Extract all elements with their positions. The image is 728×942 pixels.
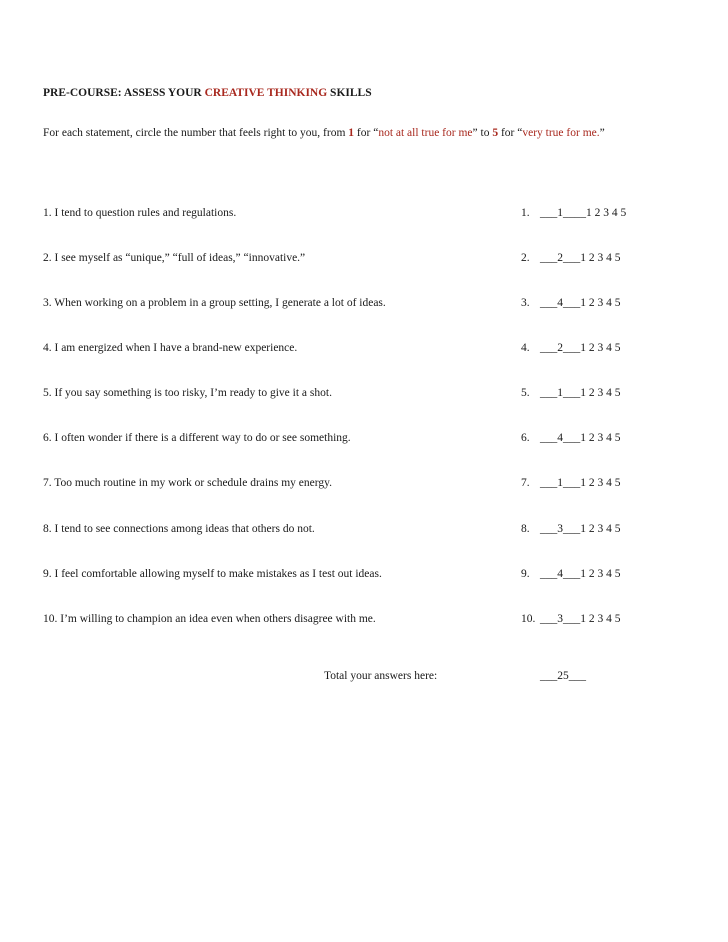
question-item-5	[43, 387, 683, 403]
question-number: 4.	[521, 342, 530, 354]
question-item-7	[43, 477, 683, 493]
question-number: 9.	[521, 568, 530, 580]
instructions-text-1: For each statement, circle the number that feels right to you, from	[43, 127, 349, 139]
total-answer-field[interactable]: ___25___	[540, 670, 586, 682]
question-item-10	[43, 613, 683, 629]
answer-field[interactable]: ___4___1 2 3 4 5	[540, 297, 621, 309]
instructions-low-number: 1	[348, 127, 355, 139]
answer-field[interactable]: ___3___1 2 3 4 5	[540, 613, 621, 625]
question-number: 5.	[521, 387, 530, 399]
question-statement: 10. I’m willing to champion an idea even when others disagree with me.	[43, 613, 376, 625]
answer-field[interactable]: ___4___1 2 3 4 5	[540, 568, 621, 580]
question-statement: 5. If you say something is too risky, I’m ready to give it a shot.	[43, 387, 332, 399]
answer-field[interactable]: ___1___1 2 3 4 5	[540, 387, 621, 399]
question-number: 6.	[521, 432, 530, 444]
page-title	[43, 87, 372, 99]
answer-field[interactable]: ___1___1 2 3 4 5	[540, 477, 621, 489]
instructions-text-2: for “	[354, 127, 379, 139]
question-statement: 8. I tend to see connections among ideas that others do not.	[43, 523, 315, 535]
instructions-high-number: 5	[492, 127, 499, 139]
title-suffix: SKILLS	[327, 87, 372, 99]
question-number: 1.	[521, 207, 530, 219]
instructions-text-3: ” to	[472, 127, 493, 139]
title-highlight: CREATIVE THINKING	[204, 87, 328, 99]
question-item-4	[43, 342, 683, 358]
total-label: Total your answers here:	[324, 670, 438, 682]
question-item-3	[43, 297, 683, 313]
question-statement: 3. When working on a problem in a group setting, I generate a lot of ideas.	[43, 297, 386, 309]
question-number: 3.	[521, 297, 530, 309]
instructions-text-5: ”	[599, 127, 605, 139]
question-number: 8.	[521, 523, 530, 535]
title-prefix: PRE-COURSE: ASSESS YOUR	[43, 87, 205, 99]
question-statement: 6. I often wonder if there is a different way to do or see something.	[43, 432, 351, 444]
instructions-low-label: not at all true for me	[378, 127, 473, 139]
question-item-8	[43, 523, 683, 539]
question-item-1	[43, 207, 683, 223]
instructions-high-label: very true for me.	[522, 127, 600, 139]
question-statement: 7. Too much routine in my work or schedule drains my energy.	[43, 477, 332, 489]
question-statement: 2. I see myself as “unique,” “full of ideas,” “innovative.”	[43, 252, 306, 264]
question-statement: 1. I tend to question rules and regulations.	[43, 207, 237, 219]
question-item-2	[43, 252, 683, 268]
question-item-6	[43, 432, 683, 448]
answer-field[interactable]: ___2___1 2 3 4 5	[540, 342, 621, 354]
question-number: 10.	[521, 613, 536, 625]
question-number: 2.	[521, 252, 530, 264]
answer-field[interactable]: ___3___1 2 3 4 5	[540, 523, 621, 535]
question-number: 7.	[521, 477, 530, 489]
instructions	[43, 127, 605, 139]
question-statement: 4. I am energized when I have a brand-new experience.	[43, 342, 298, 354]
question-statement: 9. I feel comfortable allowing myself to make mistakes as I test out ideas.	[43, 568, 382, 580]
instructions-text-4: for “	[498, 127, 523, 139]
question-item-9	[43, 568, 683, 584]
answer-field[interactable]: ___2___1 2 3 4 5	[540, 252, 621, 264]
answer-field[interactable]: ___4___1 2 3 4 5	[540, 432, 621, 444]
answer-field[interactable]: ___1____1 2 3 4 5	[540, 207, 627, 219]
